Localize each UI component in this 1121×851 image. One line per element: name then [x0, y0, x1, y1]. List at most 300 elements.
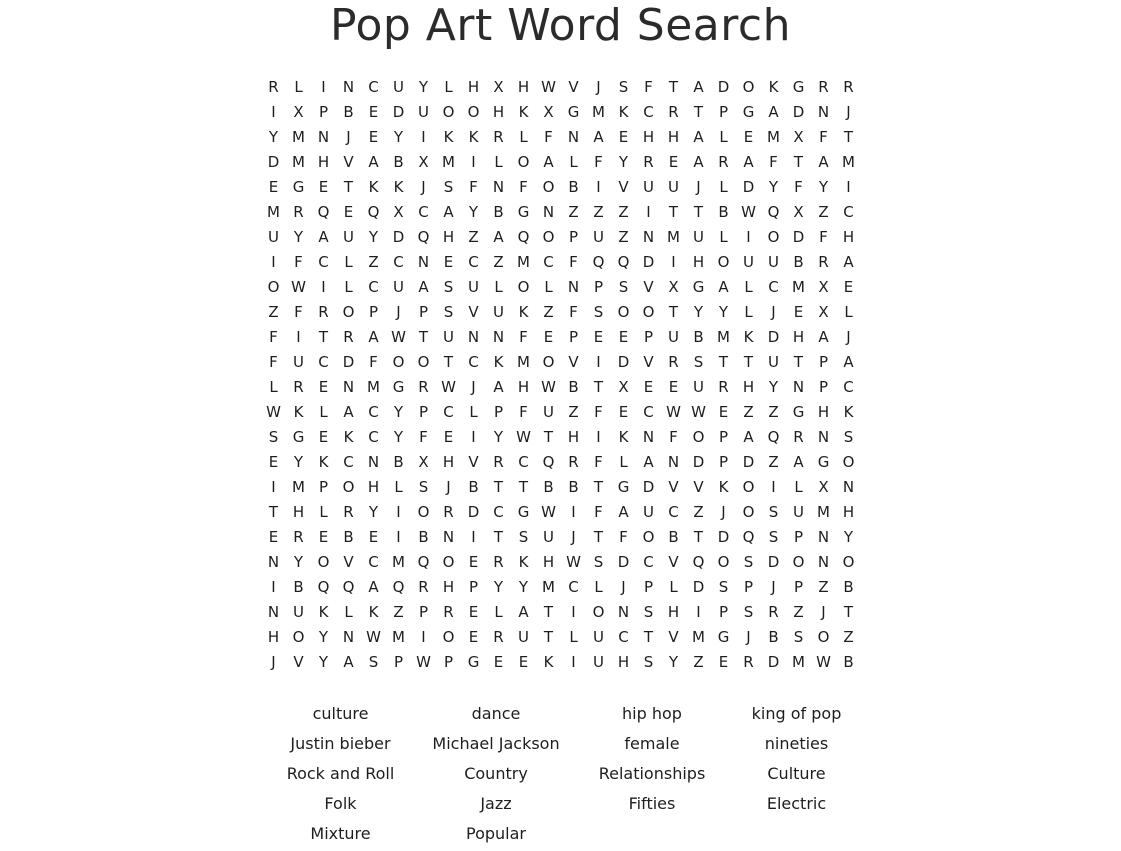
grid-row [261, 475, 861, 500]
grid-letter: B [343, 528, 354, 546]
grid-letter: J [621, 578, 626, 596]
grid-letter: H [667, 603, 680, 621]
grid-letter: O [717, 253, 730, 271]
grid-letter: D [742, 453, 755, 471]
grid-letter: T [443, 353, 454, 371]
grid-letter: K [368, 603, 379, 621]
grid-letter: M [792, 653, 805, 671]
grid-letter: E [668, 153, 679, 171]
grid-letter: A [768, 103, 779, 121]
grid-letter: I [771, 478, 776, 496]
grid-letter: U [593, 653, 604, 671]
grid-letter: I [671, 253, 676, 271]
grid-letter: M [292, 128, 305, 146]
grid-letter: L [494, 603, 503, 621]
grid-letter: X [418, 453, 429, 471]
grid-letter: R [318, 303, 329, 321]
word-list-item: hip hop [622, 704, 682, 723]
grid-letter: O [267, 278, 280, 296]
grid-letter: B [418, 528, 429, 546]
grid-letter: L [519, 128, 528, 146]
grid-letter: A [368, 153, 379, 171]
grid-letter: O [842, 453, 855, 471]
grid-letter: N [817, 103, 830, 121]
grid-letter: P [718, 453, 729, 471]
grid-letter: R [793, 428, 804, 446]
grid-letter: T [843, 603, 854, 621]
grid-letter: P [418, 303, 429, 321]
grid-letter: V [668, 478, 679, 496]
grid-letter: K [768, 78, 779, 96]
grid-letter: S [643, 603, 654, 621]
grid-letter: Y [293, 553, 304, 571]
grid-letter: H [817, 403, 830, 421]
grid-row [261, 75, 861, 100]
grid-letter: M [817, 503, 830, 521]
grid-letter: W [366, 628, 381, 646]
grid-letter: S [443, 278, 454, 296]
grid-letter: O [417, 503, 430, 521]
grid-letter: Q [592, 253, 605, 271]
grid-letter: C [843, 378, 854, 396]
grid-letter: Y [293, 228, 304, 246]
grid-letter: C [493, 503, 504, 521]
grid-letter: D [617, 353, 630, 371]
grid-letter: N [667, 453, 680, 471]
grid-letter: S [518, 528, 529, 546]
grid-letter: U [493, 303, 504, 321]
grid-letter: V [618, 178, 629, 196]
grid-letter: L [494, 278, 503, 296]
grid-row [261, 175, 861, 200]
grid-letter: I [571, 653, 576, 671]
grid-letter: W [441, 378, 456, 396]
grid-letter: A [743, 153, 754, 171]
grid-letter: U [643, 178, 654, 196]
grid-letter: Z [568, 403, 579, 421]
grid-letter: P [643, 578, 654, 596]
grid-letter: M [542, 578, 555, 596]
grid-letter: Y [618, 153, 629, 171]
grid-letter: O [542, 353, 555, 371]
grid-letter: O [542, 178, 555, 196]
grid-letter: A [343, 653, 354, 671]
grid-letter: T [318, 328, 329, 346]
grid-letter: N [367, 453, 380, 471]
grid-letter: C [318, 353, 329, 371]
grid-letter: C [643, 103, 654, 121]
grid-letter: C [393, 253, 404, 271]
grid-letter: R [843, 78, 854, 96]
grid-letter: J [721, 503, 726, 521]
grid-letter: Z [393, 603, 404, 621]
grid-letter: K [318, 453, 329, 471]
grid-letter: V [468, 453, 479, 471]
grid-row [261, 650, 861, 675]
grid-letter: D [717, 78, 730, 96]
grid-letter: C [443, 403, 454, 421]
word-list-item: nineties [764, 734, 829, 753]
grid-letter: G [467, 653, 480, 671]
grid-letter: N [342, 378, 355, 396]
grid-letter: N [792, 378, 805, 396]
grid-letter: K [743, 328, 754, 346]
grid-letter: L [319, 403, 328, 421]
grid-letter: A [643, 453, 654, 471]
grid-letter: J [771, 578, 776, 596]
grid-letter: H [467, 78, 480, 96]
grid-letter: T [543, 628, 554, 646]
grid-letter: T [593, 478, 604, 496]
grid-letter: Q [617, 253, 630, 271]
grid-letter: U [393, 78, 404, 96]
grid-letter: W [541, 78, 556, 96]
grid-letter: Q [517, 228, 530, 246]
grid-letter: X [493, 78, 504, 96]
grid-letter: B [543, 478, 554, 496]
word-list-item: Country [464, 764, 528, 783]
grid-letter: D [767, 653, 780, 671]
grid-letter: H [742, 378, 755, 396]
grid-letter: M [717, 328, 730, 346]
grid-letter: P [793, 528, 804, 546]
grid-letter: T [643, 628, 654, 646]
grid-letter: R [718, 153, 729, 171]
grid-letter: R [568, 453, 579, 471]
grid-letter: E [493, 653, 504, 671]
grid-letter: I [396, 528, 401, 546]
grid-letter: K [618, 428, 629, 446]
grid-letter: H [517, 78, 530, 96]
grid-letter: S [768, 528, 779, 546]
grid-letter: F [819, 128, 828, 146]
grid-letter: Y [843, 528, 854, 546]
grid-letter: T [693, 528, 704, 546]
grid-letter: C [543, 253, 554, 271]
grid-letter: F [594, 503, 603, 521]
grid-letter: A [843, 253, 854, 271]
grid-letter: X [668, 278, 679, 296]
grid-letter: L [744, 303, 753, 321]
grid-letter: L [344, 253, 353, 271]
grid-letter: O [742, 78, 755, 96]
grid-letter: B [718, 203, 729, 221]
grid-letter: B [693, 328, 704, 346]
grid-letter: P [818, 353, 829, 371]
grid-letter: E [618, 403, 629, 421]
grid-letter: I [321, 278, 326, 296]
grid-letter: F [544, 128, 553, 146]
grid-letter: C [318, 253, 329, 271]
grid-letter: L [444, 78, 453, 96]
grid-letter: Q [742, 528, 755, 546]
grid-letter: G [292, 178, 305, 196]
grid-letter: O [792, 553, 805, 571]
grid-letter: N [492, 328, 505, 346]
grid-letter: R [268, 78, 279, 96]
grid-letter: I [596, 428, 601, 446]
grid-letter: Y [493, 578, 504, 596]
grid-letter: R [818, 253, 829, 271]
grid-letter: E [793, 303, 804, 321]
grid-letter: Z [843, 628, 854, 646]
grid-letter: E [718, 653, 729, 671]
grid-letter: J [421, 178, 426, 196]
grid-letter: I [271, 478, 276, 496]
grid-row [261, 300, 861, 325]
grid-letter: O [342, 303, 355, 321]
grid-letter: C [468, 353, 479, 371]
grid-letter: N [342, 628, 355, 646]
grid-letter: E [468, 603, 479, 621]
grid-letter: Y [393, 128, 404, 146]
grid-letter: L [294, 78, 303, 96]
grid-letter: P [368, 303, 379, 321]
grid-letter: F [669, 428, 678, 446]
grid-letter: H [692, 253, 705, 271]
grid-letter: N [817, 428, 830, 446]
grid-row [261, 125, 861, 150]
grid-letter: H [517, 378, 530, 396]
grid-letter: Z [693, 503, 704, 521]
grid-letter: U [768, 253, 779, 271]
grid-letter: O [317, 553, 330, 571]
grid-letter: A [493, 228, 504, 246]
grid-letter: R [743, 653, 754, 671]
grid-letter: W [541, 378, 556, 396]
grid-letter: S [443, 178, 454, 196]
grid-letter: F [269, 328, 278, 346]
grid-letter: L [619, 453, 628, 471]
grid-letter: Q [692, 553, 705, 571]
grid-letter: E [843, 278, 854, 296]
grid-letter: A [743, 428, 754, 446]
grid-letter: G [517, 203, 530, 221]
grid-letter: Y [468, 203, 479, 221]
grid-letter: H [492, 103, 505, 121]
grid-letter: G [517, 503, 530, 521]
grid-letter: J [396, 303, 401, 321]
grid-letter: Y [718, 303, 729, 321]
grid-letter: O [292, 628, 305, 646]
grid-letter: O [442, 553, 455, 571]
grid-letter: E [268, 528, 279, 546]
grid-letter: D [267, 153, 280, 171]
grid-letter: P [418, 403, 429, 421]
grid-letter: U [768, 353, 779, 371]
grid-letter: B [768, 628, 779, 646]
grid-letter: P [593, 278, 604, 296]
grid-letter: E [618, 328, 629, 346]
grid-letter: C [368, 553, 379, 571]
grid-letter: O [742, 478, 755, 496]
grid-letter: M [267, 203, 280, 221]
grid-letter: C [343, 453, 354, 471]
word-list-item: Folk [324, 794, 357, 813]
grid-letter: Z [268, 303, 279, 321]
grid-letter: F [594, 403, 603, 421]
grid-letter: Z [743, 403, 754, 421]
grid-letter: K [843, 403, 854, 421]
grid-letter: E [518, 653, 529, 671]
grid-letter: I [296, 328, 301, 346]
grid-letter: U [518, 628, 529, 646]
grid-letter: P [468, 578, 479, 596]
grid-letter: T [793, 353, 804, 371]
grid-letter: F [769, 153, 778, 171]
grid-letter: S [793, 628, 804, 646]
grid-letter: K [293, 403, 304, 421]
grid-letter: R [493, 628, 504, 646]
grid-letter: M [392, 628, 405, 646]
grid-letter: N [642, 428, 655, 446]
grid-letter: K [368, 178, 379, 196]
word-list-item: Mixture [310, 824, 371, 843]
grid-letter: T [668, 203, 679, 221]
grid-letter: D [742, 178, 755, 196]
grid-letter: A [843, 353, 854, 371]
grid-letter: U [393, 278, 404, 296]
grid-letter: C [368, 278, 379, 296]
grid-letter: E [468, 553, 479, 571]
grid-letter: R [293, 203, 304, 221]
grid-row [261, 500, 861, 525]
grid-letter: Z [793, 603, 804, 621]
grid-row [261, 575, 861, 600]
grid-letter: A [368, 328, 379, 346]
grid-letter: C [568, 578, 579, 596]
grid-letter: O [542, 228, 555, 246]
grid-letter: M [367, 378, 380, 396]
grid-letter: A [343, 403, 354, 421]
grid-letter: V [468, 303, 479, 321]
grid-letter: Z [818, 578, 829, 596]
grid-letter: C [518, 453, 529, 471]
word-list-item: Electric [766, 794, 827, 813]
grid-letter: B [843, 653, 854, 671]
grid-letter: Z [543, 303, 554, 321]
grid-letter: D [767, 553, 780, 571]
grid-letter: X [618, 378, 629, 396]
grid-letter: F [594, 153, 603, 171]
grid-letter: Y [493, 428, 504, 446]
grid-letter: O [392, 353, 405, 371]
grid-letter: L [794, 478, 803, 496]
grid-letter: J [846, 103, 851, 121]
grid-letter: T [543, 428, 554, 446]
grid-letter: K [718, 478, 729, 496]
grid-letter: T [668, 303, 679, 321]
word-list-item: Fifties [628, 794, 676, 813]
grid-letter: I [321, 78, 326, 96]
grid-letter: X [793, 128, 804, 146]
grid-letter: S [843, 428, 854, 446]
grid-row [261, 625, 861, 650]
grid-letter: Q [367, 203, 380, 221]
grid-letter: U [293, 603, 304, 621]
grid-letter: E [643, 378, 654, 396]
grid-letter: Y [518, 578, 529, 596]
grid-letter: E [368, 103, 379, 121]
grid-letter: O [742, 503, 755, 521]
grid-letter: I [271, 253, 276, 271]
grid-letter: T [743, 353, 754, 371]
grid-letter: R [818, 78, 829, 96]
grid-letter: W [516, 428, 531, 446]
grid-letter: B [343, 103, 354, 121]
grid-letter: A [368, 578, 379, 596]
grid-letter: K [518, 103, 529, 121]
grid-letter: H [617, 653, 630, 671]
grid-letter: E [268, 453, 279, 471]
grid-letter: P [443, 653, 454, 671]
grid-row [261, 225, 861, 250]
grid-letter: S [643, 653, 654, 671]
word-list-item: Rock and Roll [286, 764, 395, 783]
grid-letter: R [293, 528, 304, 546]
grid-letter: O [692, 428, 705, 446]
grid-letter: N [417, 253, 430, 271]
grid-letter: B [568, 478, 579, 496]
grid-letter: T [543, 603, 554, 621]
grid-letter: R [768, 603, 779, 621]
grid-letter: I [596, 353, 601, 371]
grid-letter: R [293, 378, 304, 396]
grid-row [261, 425, 861, 450]
grid-letter: P [318, 478, 329, 496]
grid-letter: I [271, 103, 276, 121]
grid-letter: N [567, 278, 580, 296]
grid-letter: A [543, 153, 554, 171]
grid-letter: A [818, 328, 829, 346]
grid-letter: F [519, 328, 528, 346]
grid-letter: Y [393, 403, 404, 421]
grid-letter: C [768, 278, 779, 296]
grid-letter: L [544, 278, 553, 296]
grid-row [261, 200, 861, 225]
grid-letter: Y [293, 453, 304, 471]
grid-letter: Z [768, 403, 779, 421]
grid-letter: E [743, 128, 754, 146]
grid-letter: L [594, 578, 603, 596]
grid-letter: O [592, 603, 605, 621]
grid-letter: C [843, 203, 854, 221]
grid-letter: S [618, 78, 629, 96]
grid-letter: E [618, 128, 629, 146]
grid-letter: F [369, 353, 378, 371]
grid-letter: G [392, 378, 405, 396]
grid-letter: Q [417, 553, 430, 571]
grid-letter: I [696, 603, 701, 621]
grid-letter: R [343, 328, 354, 346]
grid-letter: P [743, 578, 754, 596]
grid-letter: N [467, 328, 480, 346]
grid-letter: F [619, 528, 628, 546]
grid-letter: K [443, 128, 454, 146]
grid-letter: F [469, 178, 478, 196]
grid-letter: P [718, 103, 729, 121]
grid-letter: F [594, 453, 603, 471]
word-list-item: female [624, 734, 680, 753]
grid-letter: H [267, 628, 280, 646]
grid-letter: Y [393, 428, 404, 446]
grid-letter: C [468, 253, 479, 271]
grid-letter: L [844, 303, 853, 321]
grid-letter: T [693, 103, 704, 121]
grid-letter: X [418, 153, 429, 171]
grid-letter: S [718, 578, 729, 596]
word-list-item: culture [312, 704, 369, 723]
